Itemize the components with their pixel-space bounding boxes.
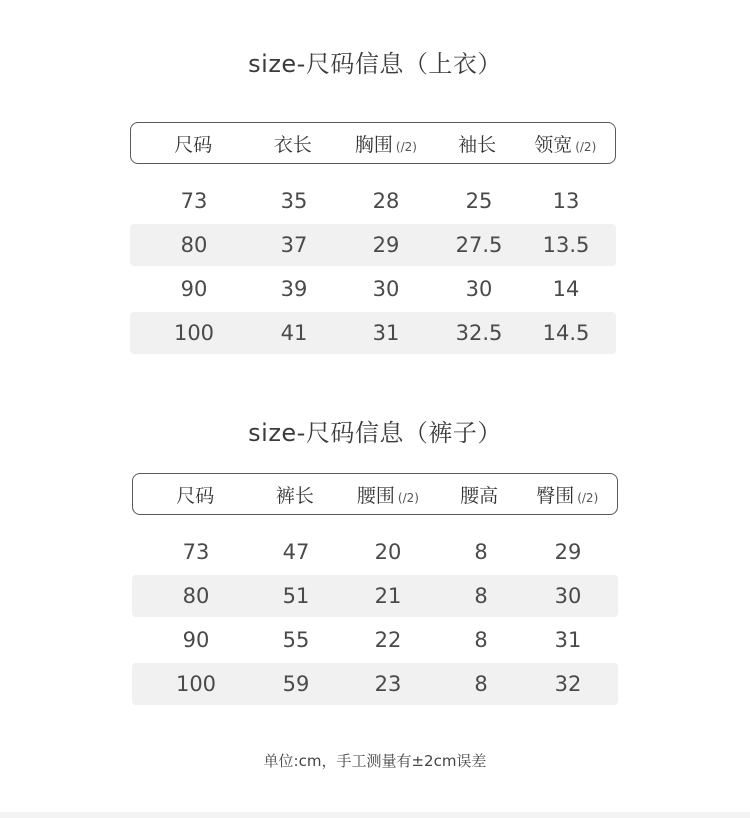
header-cell: 衣长 [273, 133, 312, 156]
table-row [130, 268, 616, 310]
table-cell: 13.5 [542, 233, 590, 257]
table-cell: 29 [372, 233, 400, 257]
table-cell: 31 [554, 628, 582, 652]
table-cell: 39 [280, 277, 308, 301]
table-cell: 73 [182, 540, 210, 564]
table-cell: 32 [554, 672, 582, 696]
table-cell: 23 [374, 672, 402, 696]
table-row [130, 312, 616, 354]
table-cell: 41 [280, 321, 308, 345]
table-cell: 8 [474, 628, 488, 652]
table-row [132, 619, 618, 661]
header-cell: 胸围 (/2) [354, 133, 417, 156]
table-cell: 20 [374, 540, 402, 564]
table-cell: 80 [180, 233, 208, 257]
header-cell: 尺码 [174, 133, 213, 156]
table-cell: 37 [280, 233, 308, 257]
bottom-size-table [132, 473, 618, 705]
table-cell: 27.5 [455, 233, 503, 257]
table-cell: 90 [180, 277, 208, 301]
table-cell: 47 [282, 540, 310, 564]
table-cell: 14.5 [542, 321, 590, 345]
table-row [130, 224, 616, 266]
table-row [132, 663, 618, 705]
table-cell: 90 [182, 628, 210, 652]
table-cell: 8 [474, 540, 488, 564]
table-cell: 29 [554, 540, 582, 564]
table-cell: 73 [180, 189, 208, 213]
header-cell: 袖长 [458, 133, 497, 156]
header-cell: 尺码 [176, 484, 215, 507]
table-cell: 30 [372, 277, 400, 301]
table-cell: 100 [173, 321, 215, 345]
measurement-note: 单位:cm，手工测量有±2cm误差 [263, 752, 487, 770]
table-cell: 32.5 [455, 321, 503, 345]
bottom-table-title: size-尺码信息（裤子） [248, 419, 502, 447]
table-cell: 21 [374, 584, 402, 608]
top-size-table [130, 122, 616, 354]
table-cell: 8 [474, 672, 488, 696]
table-cell: 14 [552, 277, 580, 301]
header-cell: 裤长 [275, 484, 314, 507]
header-cell: 腰围 (/2) [356, 484, 419, 507]
top-table-header [130, 122, 616, 164]
bottom-divider [0, 812, 750, 818]
bottom-table-header [132, 473, 618, 515]
table-cell: 13 [552, 189, 580, 213]
table-cell: 22 [374, 628, 402, 652]
table-cell: 100 [175, 672, 217, 696]
header-cell: 领宽 (/2) [534, 133, 597, 156]
top-table-title: size-尺码信息（上衣） [248, 50, 502, 78]
table-cell: 30 [465, 277, 493, 301]
table-cell: 30 [554, 584, 582, 608]
table-cell: 35 [280, 189, 308, 213]
table-cell: 59 [282, 672, 310, 696]
table-cell: 25 [465, 189, 493, 213]
table-row [132, 531, 618, 573]
table-cell: 8 [474, 584, 488, 608]
header-cell: 臀围 (/2) [536, 484, 599, 507]
table-cell: 80 [182, 584, 210, 608]
table-cell: 51 [282, 584, 310, 608]
table-row [130, 180, 616, 222]
table-cell: 28 [372, 189, 400, 213]
table-row [132, 575, 618, 617]
table-cell: 55 [282, 628, 310, 652]
header-cell: 腰高 [460, 484, 499, 507]
table-cell: 31 [372, 321, 400, 345]
